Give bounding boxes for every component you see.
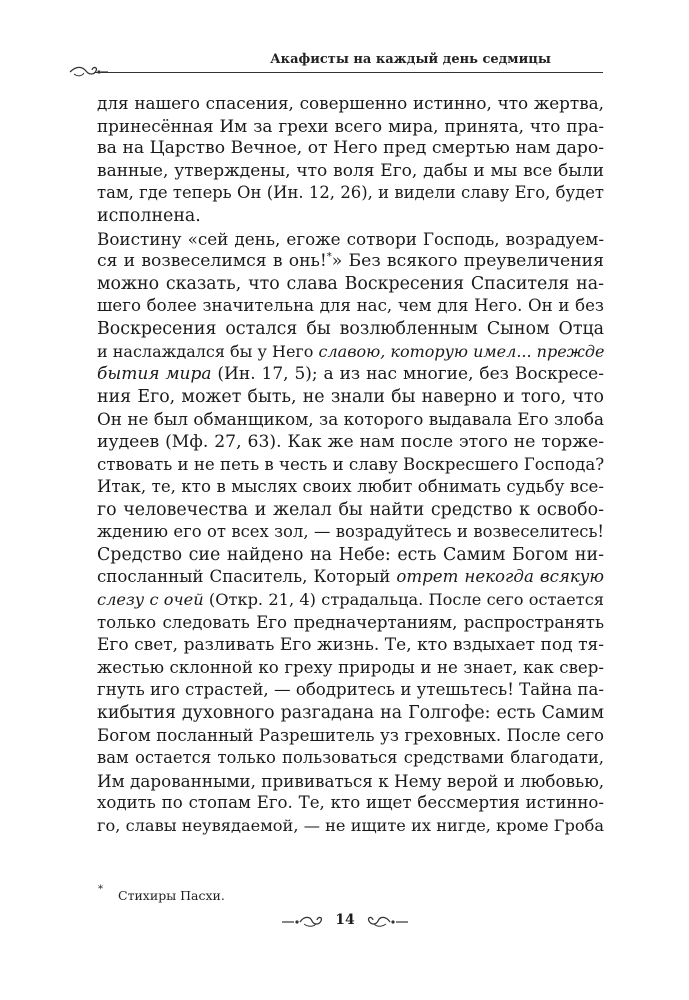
- text-line: Его свет, разливать Его жизнь. Те, кто вздыхает под тя-: [97, 635, 604, 656]
- text-line: ждению его от всех зол, — возрадуйтесь и возвеселитесь!: [97, 522, 604, 542]
- text-fragment: спосланный Спаситель, Который: [97, 567, 397, 587]
- scripture-quote: слезу с очей: [97, 590, 204, 610]
- text-line: там, где теперь Он (Ин. 12, 26), и видели славу Его, будет: [97, 183, 604, 203]
- text-line: только следовать Его предначертаниям, распространять: [97, 612, 604, 632]
- text-line: вам остается только пользоваться средствами благодати,: [97, 748, 604, 768]
- main-text: [97, 92, 604, 838]
- text-line: иудеев (Мф. 27, 63). Как же нам после этого не торже-: [97, 431, 604, 452]
- scripture-quote: бытия мира: [97, 364, 212, 385]
- text-line: Богом посланный Разрешитель уз греховных. После сего: [97, 725, 604, 745]
- text-line: го, славы неувядаемой, — не ищите их нигде, кроме Гроба: [97, 816, 604, 835]
- scripture-quote: отрет некогда всякую: [396, 567, 604, 587]
- text-line: ния Его, может быть, не знали бы наверно и того, что: [97, 386, 604, 407]
- page-footer: [280, 910, 410, 936]
- text-line-with-footnote: [97, 250, 604, 273]
- text-line: Он не был обманщиком, за которого выдавала Его злоба: [97, 409, 604, 430]
- text-line: [97, 363, 604, 386]
- text-line: ходить по стопам Его. Те, кто ищет бессмертия истинно-: [97, 793, 604, 813]
- text-line: исполнена.: [97, 205, 201, 226]
- text-line: [97, 566, 604, 589]
- text-line: гнуть иго страстей, — ободритесь и утешьтесь! Тайна па-: [97, 680, 604, 700]
- footnote-reference: *: [326, 251, 332, 263]
- text-line: Им дарованными, прививаться к Нему верой и любовью,: [97, 770, 605, 791]
- text-line: [97, 589, 604, 612]
- text-line: Воскресения остался бы возлюбленным Сыном Отца: [97, 318, 604, 339]
- text-line: го человечества и желал бы найти средство к освобо-: [97, 499, 604, 520]
- footnote-text: Стихиры Пасхи.: [118, 888, 225, 903]
- text-fragment: » Без всякого преувеличения: [331, 251, 604, 272]
- scripture-quote: славою, которую имел... прежде: [318, 341, 605, 361]
- footnote-mark: *: [98, 884, 103, 895]
- page-header-title: Акафисты на каждый день седмицы: [270, 52, 551, 67]
- text-fragment: (Ин. 17, 5); а из нас многие, без Воскресе-: [211, 364, 604, 385]
- text-line: Воистину «сей день, егоже сотвори Господь, возрадуем-: [97, 228, 604, 249]
- text-line: ванные, утверждены, что воля Его, дабы и мы все были: [97, 160, 604, 181]
- text-fragment: и наслаждался бы у Него: [97, 341, 319, 361]
- text-line: можно сказать, что слава Воскресения Спасителя на-: [97, 273, 604, 294]
- text-line: принесённая Им за грехи всего мира, принята, что пра-: [97, 115, 604, 136]
- text-line: для нашего спасения, совершенно истинно, что жертва,: [97, 93, 604, 113]
- page-number: 14: [335, 912, 355, 928]
- flourish-right-icon: [362, 912, 410, 932]
- text-line: ствовать и не петь в честь и славу Воскресшего Господа?: [97, 454, 605, 474]
- header-divider: [94, 72, 603, 73]
- text-line: шего более значительна для нас, чем для Него. Он и без: [97, 296, 604, 316]
- text-line: жестью склонной ко греху природы и не знает, как свер-: [97, 657, 604, 677]
- text-line: [97, 341, 604, 364]
- text-line: Итак, те, кто в мыслях своих любит обнимать судьбу все-: [97, 477, 604, 497]
- text-line: Средство сие найдено на Небе: есть Самим Богом ни-: [97, 544, 604, 565]
- text-line: кибытия духовного разгадана на Голгофе: есть Самим: [97, 703, 604, 724]
- running-header: [68, 52, 603, 74]
- text-fragment: (Откр. 21, 4) страдальца. После сего остается: [203, 590, 604, 610]
- text-fragment: ся и возвеселимся в онь!: [97, 251, 327, 272]
- flourish-left-icon: [280, 912, 328, 932]
- text-line: ва на Царство Вечное, от Него пред смертью нам даро-: [97, 138, 604, 159]
